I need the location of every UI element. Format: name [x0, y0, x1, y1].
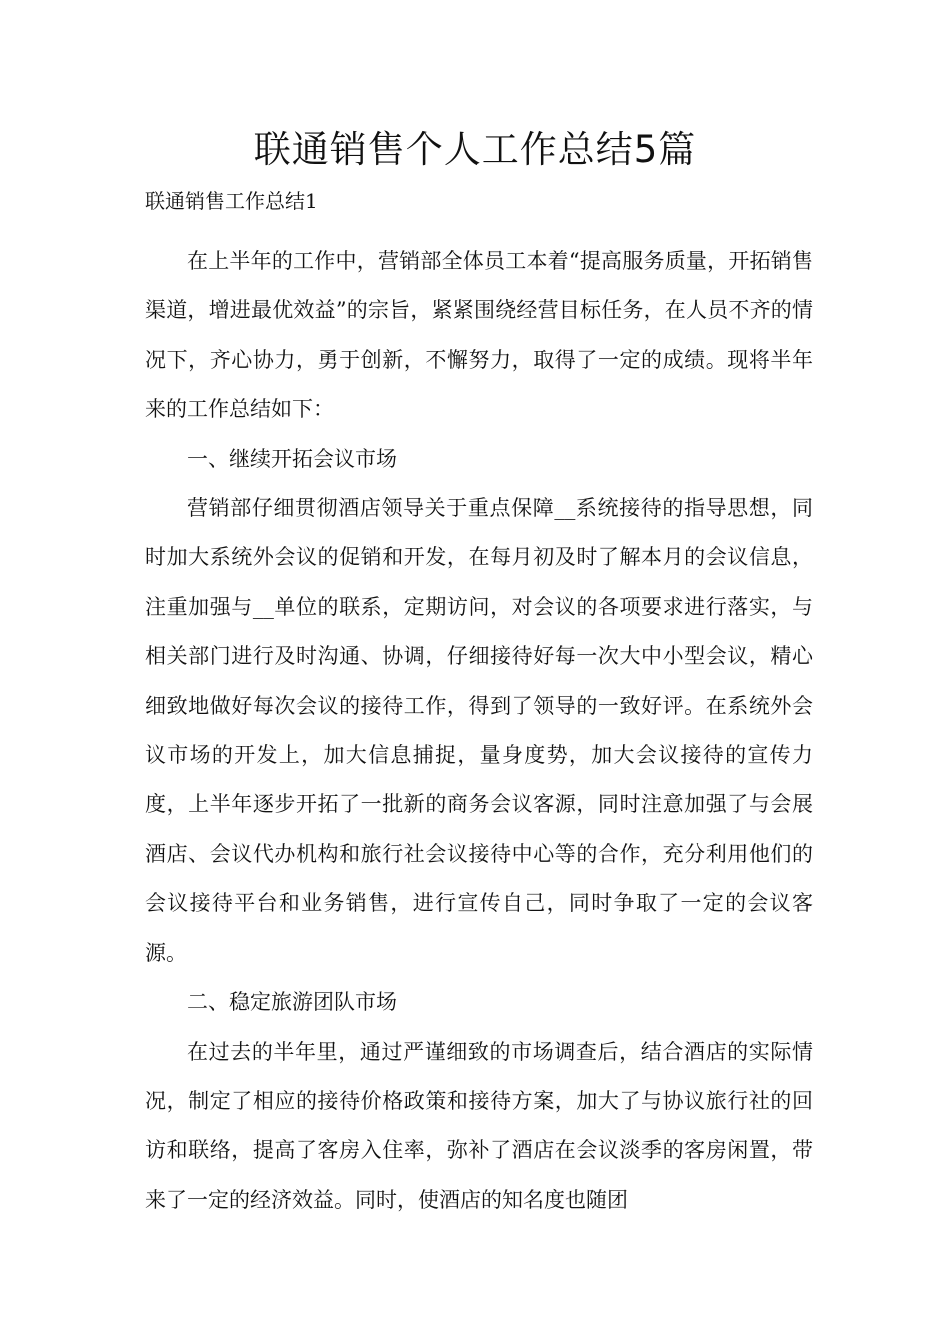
- document-body: [145, 237, 813, 1225]
- paragraph-conference-market: 营销部仔细贯彻酒店领导关于重点保障__系统接待的指导思想，同时加大系统外会议的促销和开发，在每月初及时了解本月的会议信息，注重加强与__单位的联系，定期访问，对会议的各项要求进行落实，与相关部门进行及时沟通、协调，仔细接待好每一次大中小型会议，精心细致地做好每次会议的接待工作，得到了领导的一致好评。在系统外会议市场的开发上，加大信息捕捉，量身度势，加大会议接待的宣传力度，上半年逐步开拓了一批新的商务会议客源，同时注意加强了与会展酒店、会议代办机构和旅行社会议接待中心等的合作，充分利用他们的会议接待平台和业务销售，进行宣传自己，同时争取了一定的会议客源。: [145, 496, 813, 965]
- section-heading: 联通销售工作总结1: [145, 189, 318, 213]
- heading-tour-group-market: 二、稳定旅游团队市场: [187, 990, 397, 1015]
- paragraph-intro: 在上半年的工作中，营销部全体员工本着“提高服务质量，开拓销售渠道，增进最优效益”的宗旨，紧紧围绕经营目标任务，在人员不齐的情况下，齐心协力，勇于创新，不懈努力，取得了一定的成绩。现将半年来的工作总结如下：: [145, 249, 813, 422]
- document-title: 联通销售个人工作总结5篇: [253, 128, 697, 171]
- paragraph-tour-group-market: 在过去的半年里，通过严谨细致的市场调查后，结合酒店的实际情况，制定了相应的接待价格政策和接待方案，加大了与协议旅行社的回访和联络，提高了客房入住率，弥补了酒店在会议淡季的客房闲置，带来了一定的经济效益。同时，使酒店的知名度也随团: [145, 1039, 813, 1212]
- heading-conference-market: 一、继续开拓会议市场: [187, 446, 397, 471]
